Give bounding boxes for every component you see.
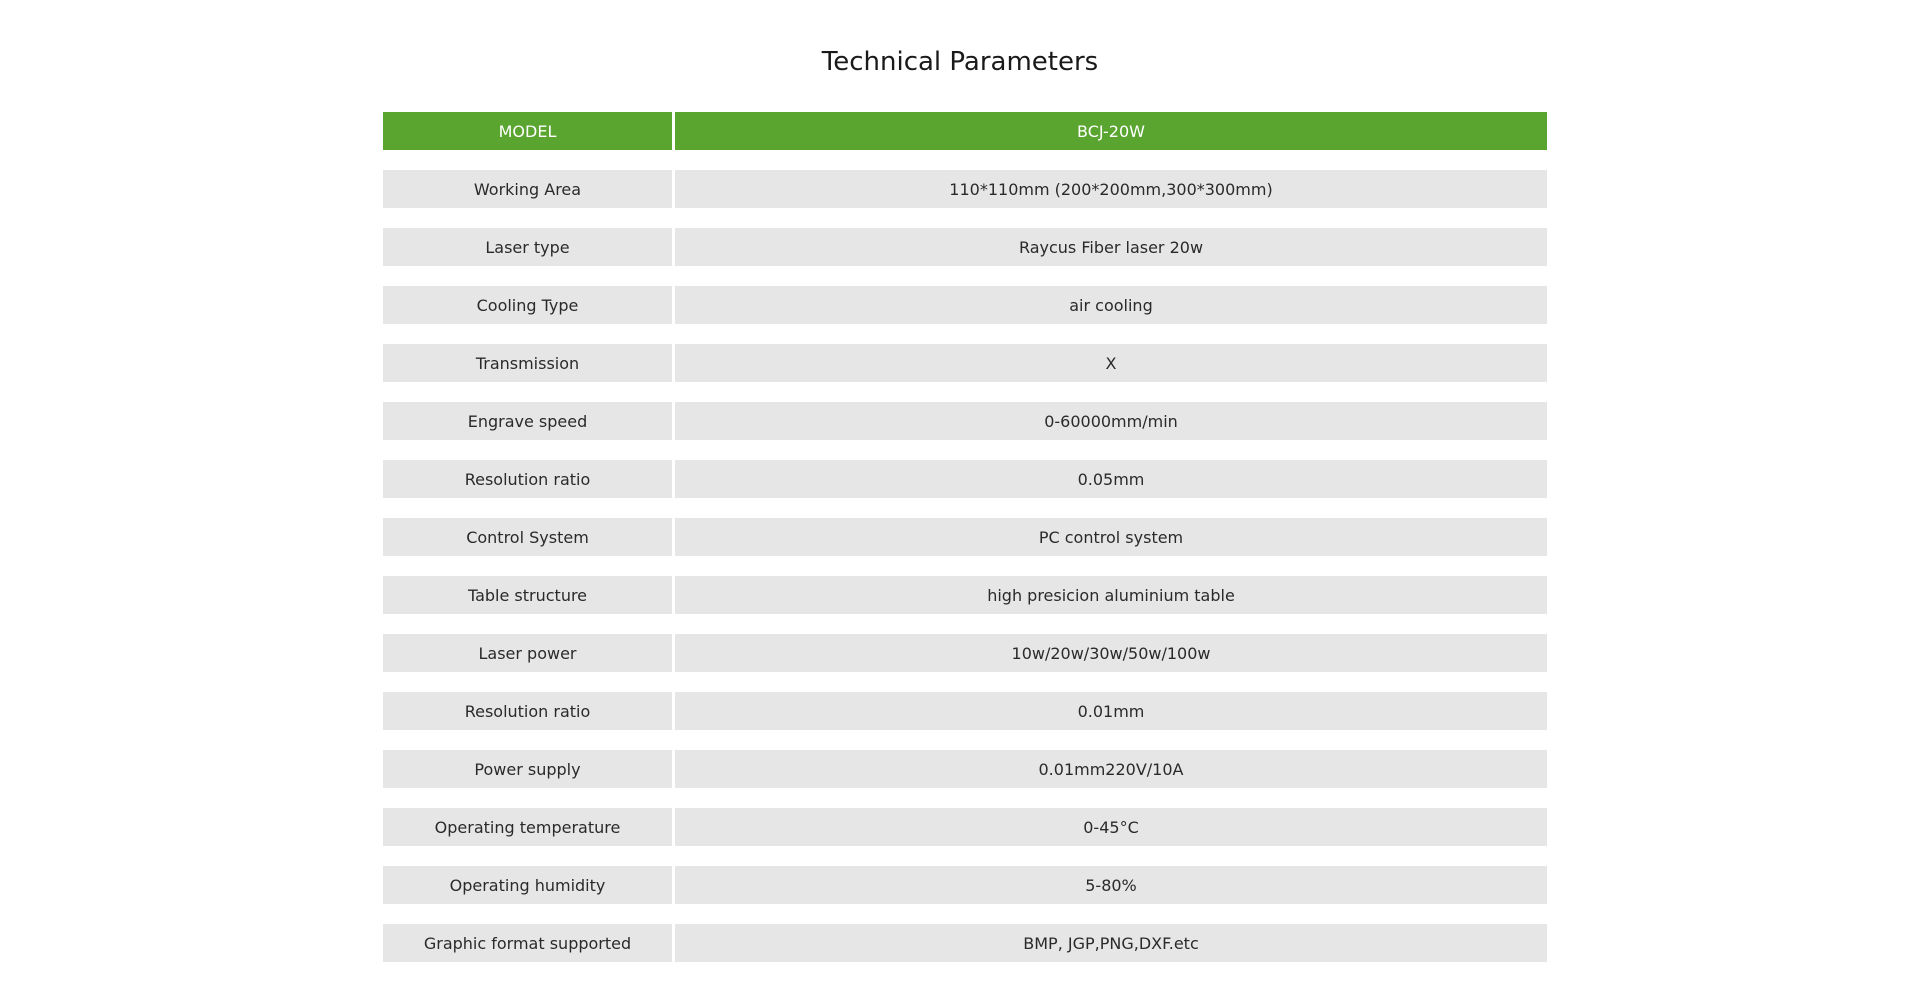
row-label: Transmission [383, 344, 672, 382]
table-row [383, 402, 1547, 440]
row-label: Power supply [383, 750, 672, 788]
header-value-cell: BCJ-20W [675, 112, 1547, 150]
row-value: 0-45°C [675, 808, 1547, 846]
row-label: Laser type [383, 228, 672, 266]
table-row [383, 924, 1547, 962]
row-label: Resolution ratio [383, 460, 672, 498]
table-row [383, 750, 1547, 788]
row-value: 0.05mm [675, 460, 1547, 498]
table-row [383, 634, 1547, 672]
table-row [383, 808, 1547, 846]
table-row [383, 692, 1547, 730]
row-label: Graphic format supported [383, 924, 672, 962]
row-label: Cooling Type [383, 286, 672, 324]
row-value: 10w/20w/30w/50w/100w [675, 634, 1547, 672]
table-row [383, 576, 1547, 614]
row-value: 5-80% [675, 866, 1547, 904]
row-value: 110*110mm (200*200mm,300*300mm) [675, 170, 1547, 208]
table-row [383, 518, 1547, 556]
table-row [383, 228, 1547, 266]
header-label-cell: MODEL [383, 112, 672, 150]
row-value: PC control system [675, 518, 1547, 556]
page-title: Technical Parameters [821, 47, 1099, 77]
row-value: 0-60000mm/min [675, 402, 1547, 440]
row-value: Raycus Fiber laser 20w [675, 228, 1547, 266]
row-label: Resolution ratio [383, 692, 672, 730]
parameters-table [383, 112, 1547, 982]
table-header-row [383, 112, 1547, 150]
table-row [383, 344, 1547, 382]
table-row [383, 170, 1547, 208]
row-label: Table structure [383, 576, 672, 614]
row-value: 0.01mm220V/10A [675, 750, 1547, 788]
row-value: 0.01mm [675, 692, 1547, 730]
row-label: Working Area [383, 170, 672, 208]
row-value: X [675, 344, 1547, 382]
row-label: Operating humidity [383, 866, 672, 904]
row-label: Operating temperature [383, 808, 672, 846]
row-value: air cooling [675, 286, 1547, 324]
row-value: high presicion aluminium table [675, 576, 1547, 614]
table-row [383, 460, 1547, 498]
row-value: BMP, JGP,PNG,DXF.etc [675, 924, 1547, 962]
row-label: Control System [383, 518, 672, 556]
table-row [383, 866, 1547, 904]
table-row [383, 286, 1547, 324]
row-label: Laser power [383, 634, 672, 672]
row-label: Engrave speed [383, 402, 672, 440]
